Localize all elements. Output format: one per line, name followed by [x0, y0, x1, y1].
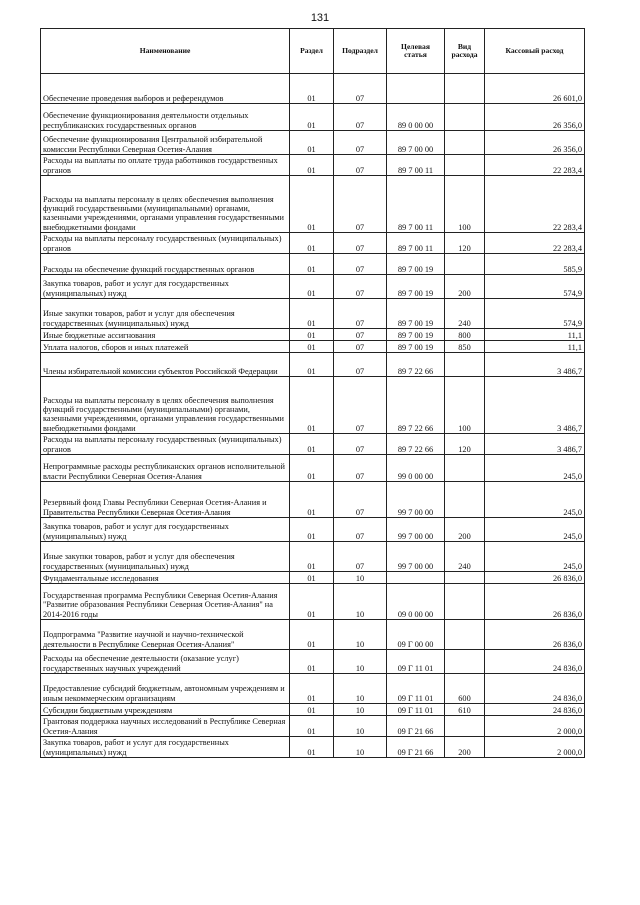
- table-row: [41, 275, 585, 299]
- cell-section: 01: [290, 329, 334, 341]
- cell-subsection: 10: [334, 572, 387, 584]
- cell-target: 89 0 00 00: [387, 104, 445, 131]
- cell-amount: 26 356,0: [485, 131, 585, 155]
- header-section: Раздел: [290, 29, 334, 74]
- header-subsection: Подраздел: [334, 29, 387, 74]
- cell-section: 01: [290, 275, 334, 299]
- cell-expense-type: 850: [445, 341, 485, 353]
- cell-expense-type: 240: [445, 299, 485, 329]
- cell-subsection: 10: [334, 674, 387, 704]
- cell-name: Закупка товаров, работ и услуг для государственных (муниципальных) нужд: [41, 518, 290, 542]
- cell-amount: 585,9: [485, 254, 585, 275]
- cell-name: Обеспечение проведения выборов и референдумов: [41, 74, 290, 104]
- table-body: [41, 74, 585, 758]
- cell-subsection: 10: [334, 584, 387, 620]
- cell-target: 09 Г 21 66: [387, 737, 445, 758]
- table-row: [41, 341, 585, 353]
- table-row: [41, 455, 585, 482]
- cell-amount: 26 601,0: [485, 74, 585, 104]
- cell-expense-type: 200: [445, 518, 485, 542]
- cell-expense-type: [445, 74, 485, 104]
- table-row: [41, 716, 585, 737]
- cell-name: Иные закупки товаров, работ и услуг для обеспечения государственных (муниципальных) нужд: [41, 542, 290, 572]
- cell-target: 99 7 00 00: [387, 482, 445, 518]
- cell-section: 01: [290, 155, 334, 176]
- cell-name: Расходы на выплаты по оплате труда работников государственных органов: [41, 155, 290, 176]
- cell-section: 01: [290, 299, 334, 329]
- cell-name: Государственная программа Республики Северная Осетия-Алания "Развитие образования Республики Северная Осетия-Алания" на 2014-2016 годы: [41, 584, 290, 620]
- cell-section: 01: [290, 74, 334, 104]
- cell-subsection: 07: [334, 434, 387, 455]
- cell-name: Уплата налогов, сборов и иных платежей: [41, 341, 290, 353]
- cell-amount: 574,9: [485, 299, 585, 329]
- cell-section: 01: [290, 176, 334, 233]
- cell-section: 01: [290, 254, 334, 275]
- cell-amount: 26 356,0: [485, 104, 585, 131]
- table-row: [41, 650, 585, 674]
- table-row: [41, 584, 585, 620]
- cell-subsection: 10: [334, 650, 387, 674]
- cell-section: 01: [290, 353, 334, 377]
- cell-section: 01: [290, 518, 334, 542]
- table-row: [41, 131, 585, 155]
- table-row: [41, 104, 585, 131]
- cell-subsection: 07: [334, 104, 387, 131]
- table-row: [41, 674, 585, 704]
- cell-section: 01: [290, 620, 334, 650]
- cell-expense-type: [445, 131, 485, 155]
- cell-target: 09 Г 00 00: [387, 620, 445, 650]
- cell-expense-type: 200: [445, 737, 485, 758]
- cell-name: Расходы на выплаты персоналу государственных (муниципальных) органов: [41, 434, 290, 455]
- cell-subsection: 07: [334, 299, 387, 329]
- cell-name: Резервный фонд Главы Республики Северная Осетия-Алания и Правительства Республики Северная Осетия-Алания: [41, 482, 290, 518]
- cell-subsection: 07: [334, 176, 387, 233]
- table-row: [41, 74, 585, 104]
- table-row: [41, 329, 585, 341]
- cell-target: 89 7 00 19: [387, 299, 445, 329]
- cell-name: Закупка товаров, работ и услуг для государственных (муниципальных) нужд: [41, 737, 290, 758]
- cell-name: Непрограммные расходы республиканских органов исполнительной власти Республики Северная Осетия-Алания: [41, 455, 290, 482]
- cell-section: 01: [290, 650, 334, 674]
- cell-section: 01: [290, 482, 334, 518]
- cell-amount: 574,9: [485, 275, 585, 299]
- cell-subsection: 07: [334, 455, 387, 482]
- cell-expense-type: 100: [445, 377, 485, 434]
- cell-target: 89 7 00 19: [387, 254, 445, 275]
- cell-name: Обеспечение функционирования Центральной избирательной комиссии Республики Северная Осетия-Алания: [41, 131, 290, 155]
- cell-amount: 3 486,7: [485, 377, 585, 434]
- cell-expense-type: [445, 353, 485, 377]
- cell-section: 01: [290, 542, 334, 572]
- header-name: Наименование: [41, 29, 290, 74]
- cell-target: 89 7 22 66: [387, 377, 445, 434]
- cell-expense-type: [445, 620, 485, 650]
- cell-amount: 11,1: [485, 341, 585, 353]
- cell-section: 01: [290, 341, 334, 353]
- cell-section: 01: [290, 434, 334, 455]
- cell-subsection: 07: [334, 329, 387, 341]
- cell-subsection: 10: [334, 704, 387, 716]
- cell-section: 01: [290, 131, 334, 155]
- cell-name: Обеспечение функционирования деятельности отдельных республиканских государственных органов: [41, 104, 290, 131]
- table-row: [41, 482, 585, 518]
- cell-section: 01: [290, 737, 334, 758]
- table-row: [41, 353, 585, 377]
- header-target: Целевая статья: [387, 29, 445, 74]
- cell-expense-type: 200: [445, 275, 485, 299]
- cell-target: 89 7 22 66: [387, 434, 445, 455]
- cell-subsection: 07: [334, 254, 387, 275]
- table-header-row: [41, 29, 585, 74]
- cell-subsection: 07: [334, 353, 387, 377]
- table-row: [41, 434, 585, 455]
- cell-amount: 22 283,4: [485, 176, 585, 233]
- cell-target: [387, 74, 445, 104]
- cell-target: 89 7 00 11: [387, 176, 445, 233]
- cell-name: Расходы на обеспечение функций государственных органов: [41, 254, 290, 275]
- cell-name: Субсидии бюджетным учреждениям: [41, 704, 290, 716]
- cell-amount: 245,0: [485, 518, 585, 542]
- cell-expense-type: 120: [445, 434, 485, 455]
- cell-section: 01: [290, 572, 334, 584]
- table-row: [41, 737, 585, 758]
- table-row: [41, 704, 585, 716]
- cell-name: Предоставление субсидий бюджетным, автономным учреждениям и иным некоммерческим организациям: [41, 674, 290, 704]
- cell-target: 89 7 00 19: [387, 341, 445, 353]
- cell-target: 99 7 00 00: [387, 542, 445, 572]
- cell-subsection: 07: [334, 131, 387, 155]
- cell-subsection: 07: [334, 377, 387, 434]
- cell-subsection: 07: [334, 275, 387, 299]
- cell-target: 89 7 22 66: [387, 353, 445, 377]
- cell-target: 09 Г 11 01: [387, 674, 445, 704]
- cell-amount: 245,0: [485, 542, 585, 572]
- cell-subsection: 07: [334, 341, 387, 353]
- cell-target: 89 7 00 19: [387, 329, 445, 341]
- cell-amount: 22 283,4: [485, 155, 585, 176]
- cell-name: Грантовая поддержка научных исследований в Республике Северная Осетия-Алания: [41, 716, 290, 737]
- cell-expense-type: 100: [445, 176, 485, 233]
- cell-target: 89 7 00 00: [387, 131, 445, 155]
- cell-amount: 11,1: [485, 329, 585, 341]
- cell-subsection: 07: [334, 155, 387, 176]
- cell-target: 89 7 00 11: [387, 155, 445, 176]
- cell-name: Иные закупки товаров, работ и услуг для обеспечения государственных (муниципальных) нужд: [41, 299, 290, 329]
- cell-section: 01: [290, 674, 334, 704]
- cell-subsection: 10: [334, 716, 387, 737]
- table-row: [41, 542, 585, 572]
- table-row: [41, 377, 585, 434]
- cell-expense-type: 240: [445, 542, 485, 572]
- cell-expense-type: [445, 650, 485, 674]
- cell-expense-type: [445, 254, 485, 275]
- cell-name: Иные бюджетные ассигнования: [41, 329, 290, 341]
- cell-name: Фундаментальные исследования: [41, 572, 290, 584]
- table-row: [41, 518, 585, 542]
- page-number: 131: [310, 12, 330, 24]
- cell-subsection: 07: [334, 233, 387, 254]
- cell-expense-type: [445, 455, 485, 482]
- cell-amount: 26 836,0: [485, 572, 585, 584]
- cell-section: 01: [290, 716, 334, 737]
- cell-name: Расходы на выплаты персоналу государственных (муниципальных) органов: [41, 233, 290, 254]
- cell-expense-type: 610: [445, 704, 485, 716]
- cell-amount: 3 486,7: [485, 353, 585, 377]
- cell-amount: 3 486,7: [485, 434, 585, 455]
- header-expense-type: Вид расхода: [445, 29, 485, 74]
- table-row: [41, 155, 585, 176]
- cell-expense-type: 600: [445, 674, 485, 704]
- cell-name: Подпрограмма "Развитие научной и научно-технической деятельности в Республике Северная Осетия-Алания": [41, 620, 290, 650]
- cell-target: 09 Г 11 01: [387, 650, 445, 674]
- cell-section: 01: [290, 104, 334, 131]
- cell-subsection: 07: [334, 542, 387, 572]
- cell-section: 01: [290, 584, 334, 620]
- table-row: [41, 572, 585, 584]
- cell-amount: 2 000,0: [485, 716, 585, 737]
- table-row: [41, 233, 585, 254]
- cell-amount: 24 836,0: [485, 650, 585, 674]
- cell-target: 99 0 00 00: [387, 455, 445, 482]
- cell-name: Закупка товаров, работ и услуг для государственных (муниципальных) нужд: [41, 275, 290, 299]
- cell-amount: 26 836,0: [485, 584, 585, 620]
- cell-section: 01: [290, 704, 334, 716]
- cell-amount: 245,0: [485, 482, 585, 518]
- cell-expense-type: 800: [445, 329, 485, 341]
- budget-table: [40, 28, 585, 758]
- header-amount: Кассовый расход: [485, 29, 585, 74]
- cell-name: Расходы на обеспечение деятельности (оказание услуг) государственных научных учреждений: [41, 650, 290, 674]
- cell-section: 01: [290, 233, 334, 254]
- cell-target: 09 0 00 00: [387, 584, 445, 620]
- cell-subsection: 07: [334, 74, 387, 104]
- cell-expense-type: [445, 104, 485, 131]
- cell-amount: 22 283,4: [485, 233, 585, 254]
- cell-amount: 24 836,0: [485, 674, 585, 704]
- cell-name: Расходы на выплаты персоналу в целях обеспечения выполнения функций государственными (муниципальными) органами, казенными учреждениями, органами управления государственными внебюджетными фондами: [41, 176, 290, 233]
- cell-expense-type: [445, 584, 485, 620]
- table-row: [41, 176, 585, 233]
- cell-amount: 245,0: [485, 455, 585, 482]
- cell-target: 89 7 00 19: [387, 275, 445, 299]
- table-row: [41, 299, 585, 329]
- cell-subsection: 07: [334, 482, 387, 518]
- cell-subsection: 10: [334, 620, 387, 650]
- cell-amount: 2 000,0: [485, 737, 585, 758]
- cell-name: Члены избирательной комиссии субъектов Российской Федерации: [41, 353, 290, 377]
- cell-target: [387, 572, 445, 584]
- table-row: [41, 620, 585, 650]
- cell-target: 09 Г 21 66: [387, 716, 445, 737]
- cell-subsection: 07: [334, 518, 387, 542]
- cell-subsection: 10: [334, 737, 387, 758]
- cell-amount: 24 836,0: [485, 704, 585, 716]
- cell-name: Расходы на выплаты персоналу в целях обеспечения выполнения функций государственными (муниципальными) органами, казенными учреждениями, органами управления государственными внебюджетными фондами: [41, 377, 290, 434]
- cell-expense-type: [445, 155, 485, 176]
- cell-section: 01: [290, 455, 334, 482]
- cell-expense-type: [445, 572, 485, 584]
- cell-section: 01: [290, 377, 334, 434]
- cell-amount: 26 836,0: [485, 620, 585, 650]
- cell-target: 99 7 00 00: [387, 518, 445, 542]
- cell-target: 89 7 00 11: [387, 233, 445, 254]
- cell-expense-type: [445, 716, 485, 737]
- cell-target: 09 Г 11 01: [387, 704, 445, 716]
- cell-expense-type: 120: [445, 233, 485, 254]
- table-row: [41, 254, 585, 275]
- cell-expense-type: [445, 482, 485, 518]
